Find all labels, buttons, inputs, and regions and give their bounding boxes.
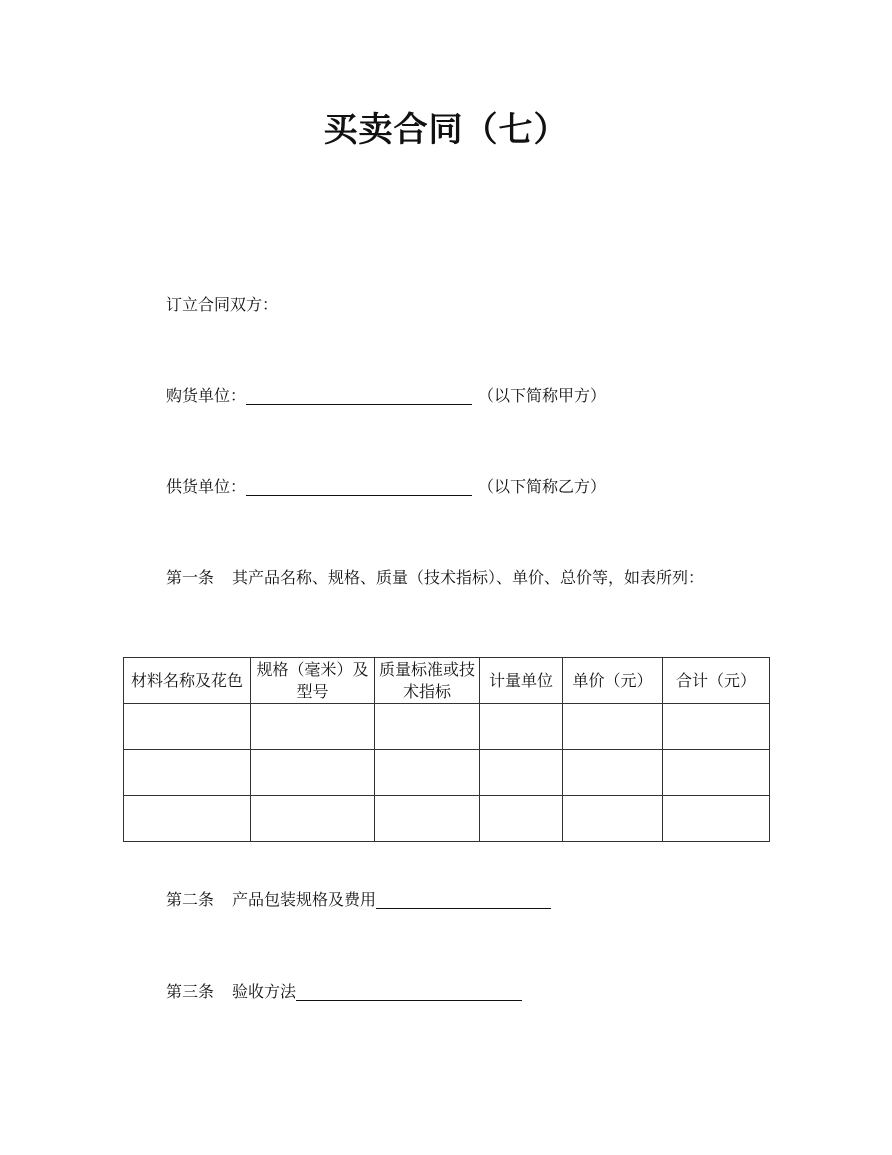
table-cell[interactable] [251, 796, 375, 842]
seller-suffix: （以下简称乙方） [478, 477, 607, 496]
header-total: 合计（元） [663, 658, 770, 704]
buyer-blank-field[interactable] [246, 386, 472, 405]
table-cell[interactable] [480, 750, 563, 796]
table-cell[interactable] [563, 704, 663, 750]
clause-1-number: 第一条 [166, 568, 215, 587]
table-cell[interactable] [663, 750, 770, 796]
header-quality-standard: 质量标准或技术指标 [375, 658, 480, 704]
table-cell[interactable] [251, 750, 375, 796]
table-cell[interactable] [375, 704, 480, 750]
buyer-label: 购货单位： [166, 386, 247, 405]
header-spec-model: 规格（毫米）及型号 [251, 658, 375, 704]
buyer-line [166, 385, 606, 407]
table-cell[interactable] [480, 796, 563, 842]
clause-2 [166, 889, 557, 911]
clause-1 [166, 567, 704, 589]
table-row [124, 704, 770, 750]
table-cell[interactable] [124, 750, 251, 796]
table-cell[interactable] [663, 704, 770, 750]
clause-2-number: 第二条 [166, 890, 215, 909]
table-cell[interactable] [563, 796, 663, 842]
clause-3-number: 第三条 [166, 982, 215, 1001]
header-material-name: 材料名称及花色 [124, 658, 251, 704]
seller-blank-field[interactable] [246, 477, 472, 496]
table-cell[interactable] [480, 704, 563, 750]
header-unit: 计量单位 [480, 658, 563, 704]
header-unit-price: 单价（元） [563, 658, 663, 704]
table-row [124, 796, 770, 842]
clause-3-text: 验收方法 [232, 982, 297, 1001]
table-header-row [124, 658, 770, 704]
clause-1-text: 其产品名称、规格、质量（技术指标）、单价、总价等，如表所列： [232, 568, 705, 587]
product-spec-table [123, 657, 770, 842]
seller-label: 供货单位： [166, 477, 247, 496]
table-cell[interactable] [251, 704, 375, 750]
table-cell[interactable] [375, 750, 480, 796]
table-cell[interactable] [663, 796, 770, 842]
clause-2-blank-field[interactable] [376, 890, 551, 909]
table-cell[interactable] [124, 796, 251, 842]
clause-3-blank-field[interactable] [296, 982, 522, 1001]
buyer-suffix: （以下简称甲方） [478, 386, 607, 405]
clause-3 [166, 981, 528, 1003]
table-cell[interactable] [375, 796, 480, 842]
table-cell[interactable] [563, 750, 663, 796]
table-row [124, 750, 770, 796]
clause-2-text: 产品包装规格及费用 [232, 890, 377, 909]
parties-intro: 订立合同双方： [166, 295, 279, 314]
seller-line [166, 476, 606, 498]
document-title: 买卖合同（七） [323, 110, 569, 150]
table-cell[interactable] [124, 704, 251, 750]
